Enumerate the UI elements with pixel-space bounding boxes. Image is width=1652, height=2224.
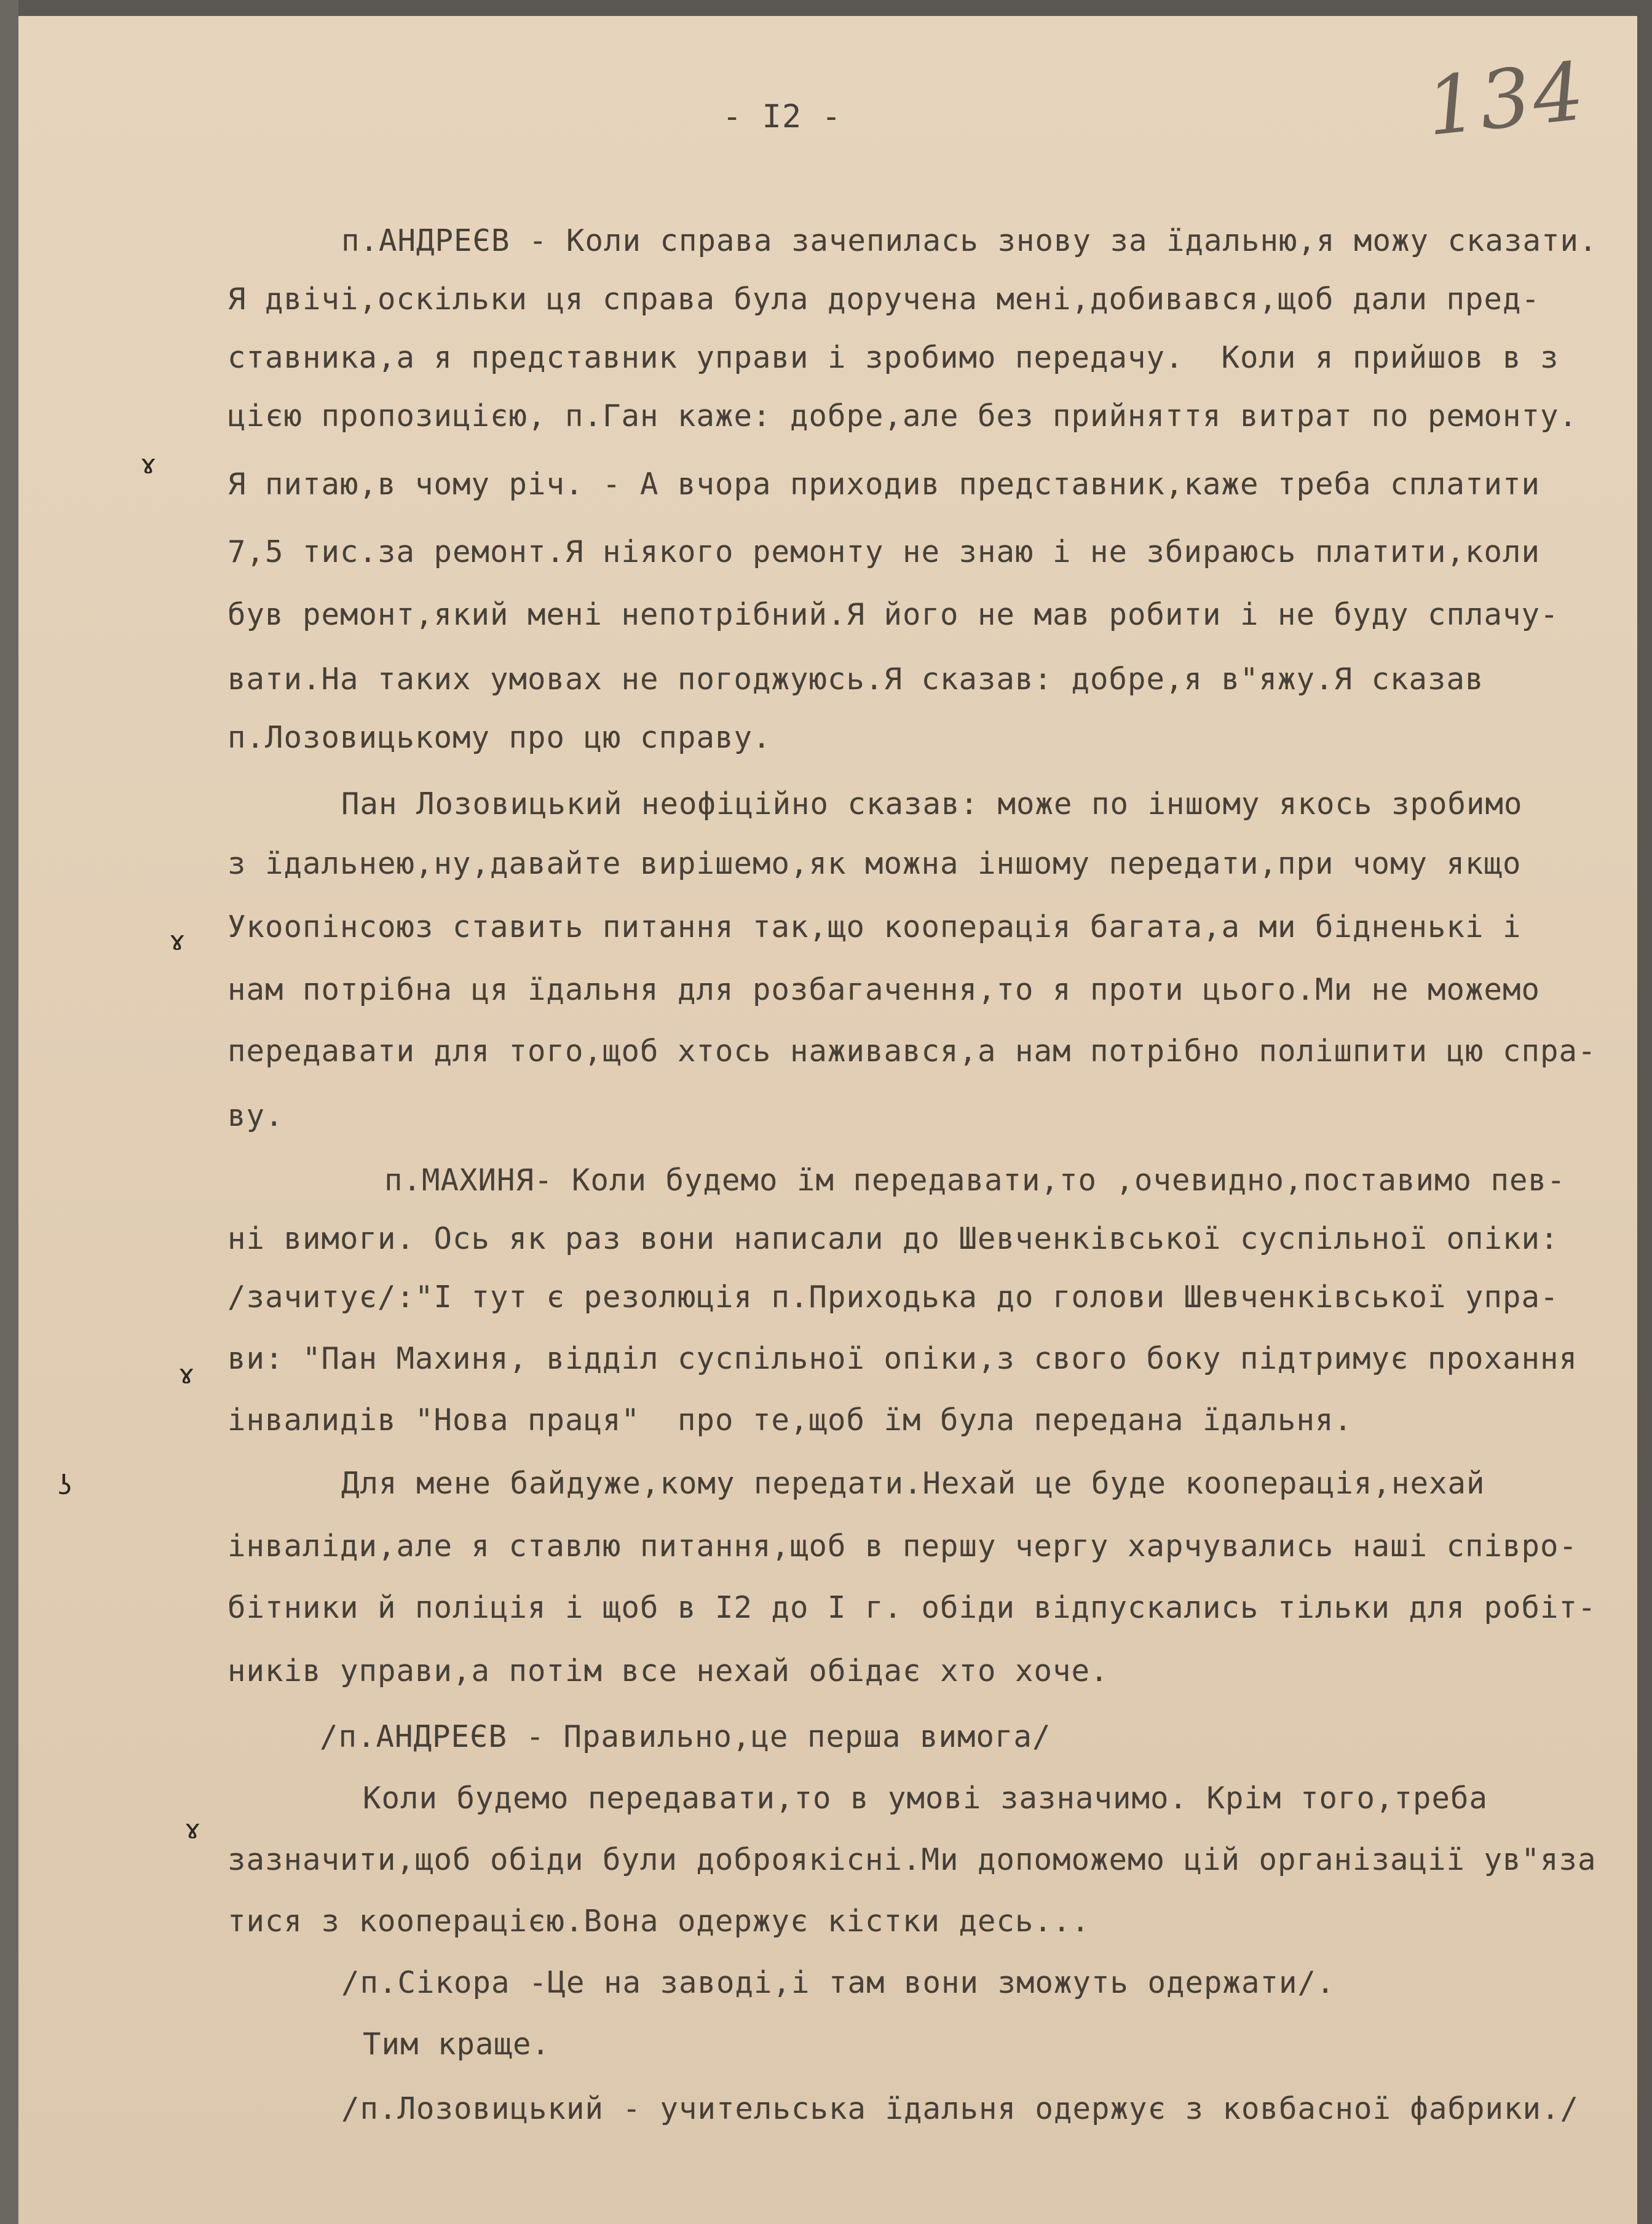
text-line: 7,5 тис.за ремонт.Я ніякого ремонту не знаю і не збираюсь платити,коли <box>227 534 1541 569</box>
text-line: п.МАХИНЯ- Коли будемо їм передавати,то ,очевидно,поставимо пев- <box>384 1163 1566 1198</box>
text-line: зазначити,щоб обіди були доброякісні.Ми допоможемо цій організації ув"яза <box>227 1842 1597 1877</box>
text-line: /п.Лозовицький - учительська їдальня одержує з ковбасної фабрики./ <box>341 2091 1579 2126</box>
text-line: Тим краще. <box>363 2027 551 2062</box>
text-line: Я двічі,оскільки ця справа була доручена мені,добивався,щоб дали пред- <box>227 282 1541 317</box>
margin-mark: ʖ <box>57 1470 73 1501</box>
margin-mark: ɤ <box>184 1814 201 1845</box>
text-line: Коли будемо передавати,то в умові зазначимо. Крім того,треба <box>363 1781 1488 1816</box>
text-line: був ремонт,який мені непотрібний.Я його не мав робити і не буду сплачу- <box>227 597 1559 632</box>
text-line: ні вимоги. Ось як раз вони написали до Шевченківської суспільної опіки: <box>227 1221 1559 1256</box>
scan-edge-right <box>1637 0 1652 2224</box>
text-line: /п.АНДРЕЄВ - Правильно,це перша вимога/ <box>320 1719 1051 1754</box>
text-line: Я питаю,в чому річ. - А вчора приходив представник,каже треба сплатити <box>227 467 1541 502</box>
text-line: п.Лозовицькому про цю справу. <box>227 720 772 755</box>
text-line: Для мене байдуже,кому передати.Нехай це буде кооперація,нехай <box>341 1466 1485 1501</box>
archive-folio-number: 134 <box>1421 44 1591 154</box>
text-line: вати.На таких умовах не погоджуюсь.Я сказав: добре,я в"яжу.Я сказав <box>227 662 1484 697</box>
text-line: /п.Сікора -Це на заводі,і там вони зможуть одержати/. <box>341 1965 1335 2000</box>
text-line: з їдальнею,ну,давайте вирішемо,як можна іншому передати,при чому якщо <box>227 846 1522 881</box>
text-line: ви: "Пан Махиня, відділ суспільної опіки,з свого боку підтримує прохання <box>227 1341 1578 1376</box>
text-line: нам потрібна ця їдальня для розбагачення,то я проти цього.Ми не можемо <box>227 972 1541 1007</box>
text-line: ставника,а я представник управи і зробимо передачу. Коли я прийшов в з <box>227 340 1559 375</box>
text-line: цією пропозицією, п.Ган каже: добре,але без прийняття витрат по ремонту. <box>227 398 1578 433</box>
text-line: ву. <box>227 1098 284 1133</box>
text-line: Пан Лозовицький неофіційно сказав: може по іншому якось зробимо <box>341 786 1523 821</box>
scan-edge-top <box>0 0 1652 16</box>
scan-edge-left <box>0 0 18 2224</box>
margin-mark: ɤ <box>140 449 157 480</box>
text-line: тися з кооперацією.Вона одержує кістки десь... <box>227 1904 1091 1939</box>
text-line: ників управи,а потім все нехай обідає хто хоче. <box>227 1653 1109 1688</box>
margin-mark: ɤ <box>169 925 186 957</box>
text-line: інваліди,але я ставлю питання,щоб в першу чергу харчувались наші співро- <box>227 1529 1578 1564</box>
text-line: передавати для того,щоб хтось наживався,а нам потрібно полішпити цю спра- <box>227 1034 1597 1069</box>
page-number: - I2 - <box>722 98 842 135</box>
margin-mark: ɤ <box>178 1359 195 1390</box>
text-line: Укоопінсоюз ставить питання так,що кооперація багата,а ми бідненькі і <box>227 909 1522 944</box>
text-line: бітники й поліція і щоб в I2 до I г. обіди відпускались тільки для робіт- <box>227 1590 1597 1625</box>
text-line: /зачитує/:"І тут є резолюція п.Приходька до голови Шевченківської упра- <box>227 1280 1559 1315</box>
text-line: інвалидів "Нова праця" про те,щоб їм була передана їдальня. <box>227 1403 1353 1438</box>
text-line: п.АНДРЕЄВ - Коли справа зачепилась знову за їдальню,я можу сказати. <box>341 223 1598 258</box>
